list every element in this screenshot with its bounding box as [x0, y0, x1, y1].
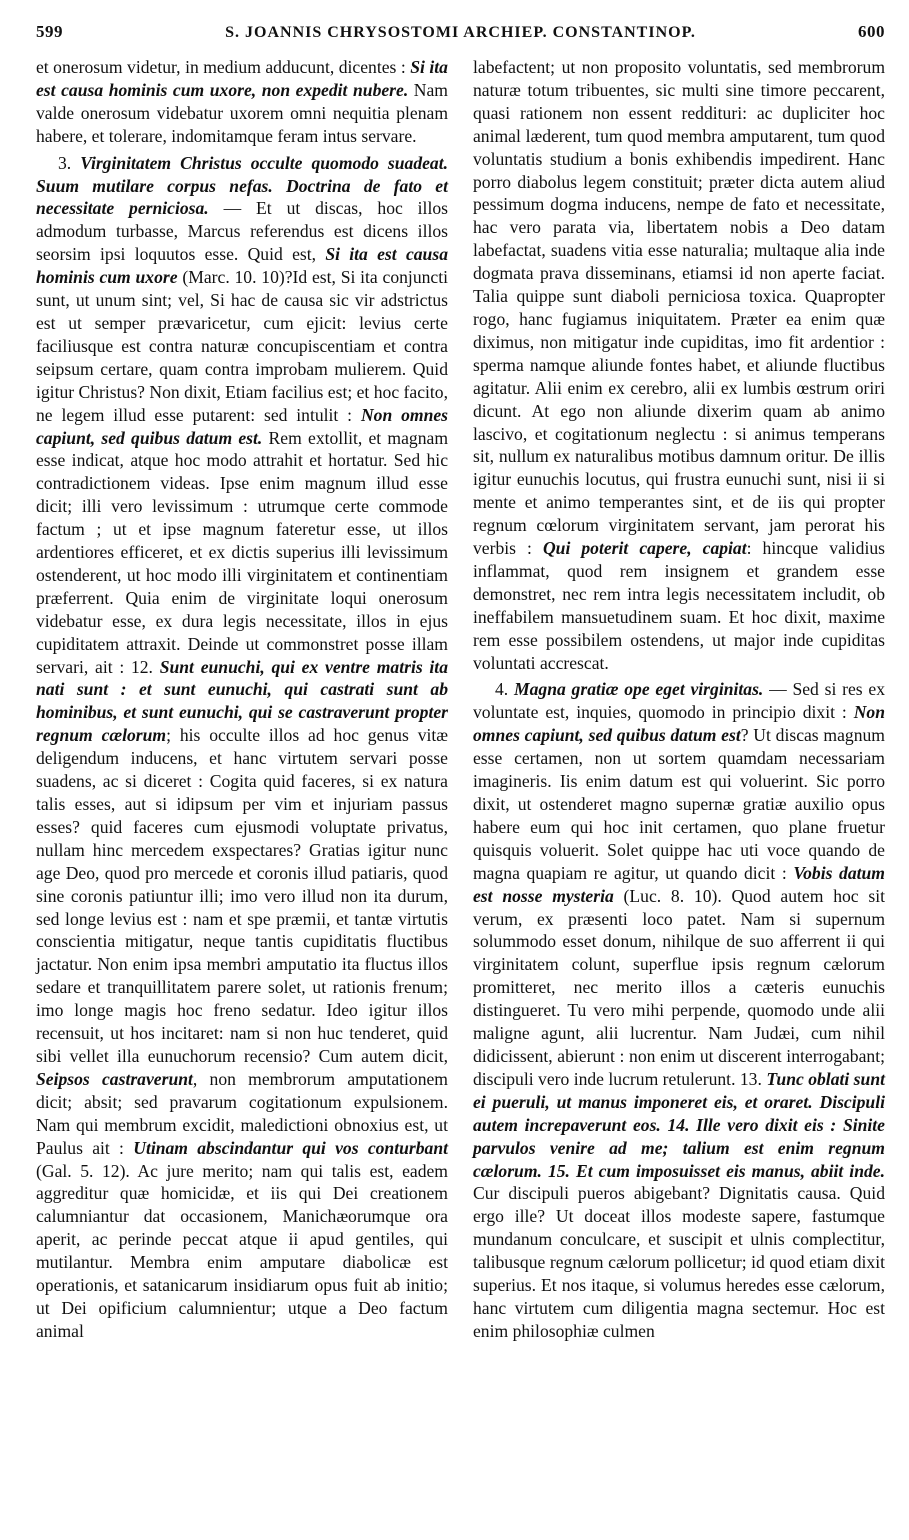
text-run: ; his occulte illos ad hoc genus vitæ deligendum inducens, et hanc virtutem servari posse suadens, ac si diceret : Cogita quid faceres, si ex natura talis esses, aut si idipsum per vim et injuriam passus esses? quid faceres cum ejusmodi voluptate privatus, nullam hinc mercedem exspectares? Gratias igitur nunc age Deo, quod pro mercede et coronis illud patiaris, quod sine coronis patiuntur illi; imo vero illud non ita durum, sed longe levius est : nam et spe præmii, et tantæ virtutis conscientia mitigatur, neque tantis cupiditatis fluctibus jactatur. Non enim ipsa membri amputatio ita fluctus illos sedare et tranquillitatem parere solet, ut rationis frenum; imo longe magis hoc freno sedatur. Ideo igitur illos recensuit, ut hos incitaret: nam si non huc tenderet, quid sibi vellet illa eunuchorum recensio? Cum autem dicit, [36, 725, 448, 1066]
paragraph [36, 56, 448, 148]
italic-run: Sunt eunuchi, qui ex ventre matris ita nati sunt : et sunt eunuchi, qui castrati sunt ab hominibus, et sunt eunuchi, qui se castraverunt propter regnum cælorum [36, 656, 448, 746]
left-column [36, 56, 448, 1343]
text-run: (Gal. 5. 12). Ac jure merito; nam qui talis est, eadem aggreditur quæ homicidæ, et iis qui Dei creationem calumniantur dat occasionem, Manichæorumque ora aperit, ac perinde peccat atque ii apud gentiles, qui mutilantur. Membra enim amputare diabolicæ est operationis, et satanicarum insidiarum opus fuit ab initio; ut Dei opificium calumnientur; utque a Deo factum animal [36, 1160, 448, 1341]
italic-run: Utinam abscindantur qui vos conturbant [133, 1137, 449, 1158]
right-page-number: 600 [857, 22, 885, 41]
right-column [473, 56, 885, 1343]
text-run: Nam valde onerosum videbatur uxorem omni nequitia plenam habere, et tolerare, indomitamque feram intus servare. [36, 79, 448, 146]
text-run: (Marc. 10. 10)?Id est, Si ita conjuncti sunt, ut unum sint; vel, Si hac de causa sic vir adstrictus est ut semper prævaricetur, cum ejicit: levius certe faciliusque est contra naturæ concupiscentiam et contra seipsum certare, quam contra improbam mulierem. Quid igitur Christus? Non dixit, Etiam facilius est; et hoc facito, ne legem illud esse putarent: sed intulit : [36, 267, 448, 425]
running-title: S. JOANNIS CHRYSOSTOMI ARCHIEP. CONSTANTINOP. [225, 24, 696, 41]
paragraph [473, 56, 885, 674]
running-header [36, 22, 885, 52]
text-run: — Et ut discas, hoc illos admodum turbasse, Marcus referendus est dicens illos seorsim ipsi loquutos esse. Quid est, [36, 198, 448, 265]
italic-run: Si ita est causa hominis cum uxore, non expedit nubere. [36, 57, 448, 100]
text-run: , non membrorum amputationem dicit; absit; sed pravarum cogitationum expulsionem. Nam qui membrum excidit, maledictioni obnoxius est, ut Paulus ait : [36, 1068, 448, 1158]
text-run: : hincque validius inflammat, quod rem insignem et grandem esse demonstret, nec rem intra legis necessitatem includit, ob ineffabilem mansuetudinem suam. Et hoc dixit, maxime rem esse possibilem ostendens, ut major inde cupiditas voluntati accrescat. [473, 538, 885, 673]
text-run: ? Ut discas magnum esse certamen, non ut sortem quamdam necessariam imagineris. Iis enim datum est qui voluerint. Sic porro dixit, ut ostenderet magno supernæ gratiæ auxilio opus habere eum qui hoc init certamen, quo plane fruetur quisquis voluerit. Solet quippe hac uti voce quando de magna quapiam re agitur, ut quando dicit : [473, 725, 885, 883]
paragraph [473, 678, 885, 1342]
paragraph [36, 152, 448, 1343]
italic-run: Tunc oblati sunt ei pueruli, ut manus imponeret eis, et oraret. Discipuli autem increpaverunt eos. 14. Ille vero dixit eis : Sinite parvulos venire ad me; talium est enim regnum cælorum. 15. Et cum imposuisset eis manus, abiit inde. [473, 1068, 885, 1181]
text-run: — Sed si res ex voluntate est, inquies, quomodo in principio dixit : [473, 679, 886, 723]
italic-run: Qui poterit capere, capiat [542, 538, 747, 559]
text-run: Rem extollit, et magnam esse indicat, atque hoc modo attrahit et hortatur. Sed hic contradictionem videas. Ipse enim magnum illud esse dicit; illi vero levissimum : utrumque certe commode factum ; ut et ipse magnum fateretur esse, ut illos ardentiores efficeret, et ex dictis superius illi levissimum ostenderent, ut hoc modo illi virginitatem et continentiam præferrent. Quia enim de virginitate loqui onerosum videbatur esse, ex dura legis necessitate, illos in ejus cupiditatem attraxit. Deinde ut commonstret posse illam servari, ait : 12. [36, 427, 448, 677]
text-run: et onerosum videtur, in medium adducunt, dicentes : [36, 57, 411, 77]
left-page-number: 599 [36, 22, 63, 41]
italic-run: Si ita est causa hominis cum uxore [36, 244, 448, 288]
text-run: Cur discipuli pueros abigebant? Dignitatis causa. Quid ergo ille? Ut doceat illos modeste sapere, fastumque mundanum conculcare, et suscipit et ulnis complectitur, talibusque regnum cælorum pollicetur; id quod etiam dixit superius. Et nos itaque, si volumus heredes esse cælorum, hanc virtutem cum diligentia magna sectemur. Hoc est enim philosophiæ culmen [473, 1183, 885, 1341]
italic-run: Virginitatem Christus occulte quomodo suadeat. Suum mutilare corpus nefas. Doctrina de fato et necessitate perniciosa. [36, 152, 449, 219]
text-columns [36, 56, 885, 1343]
text-run: (Luc. 8. 10). Quod autem hoc sit verum, ex præsenti loco patet. Nam si supernum solummodo esset donum, nihilque de suo afferrent ii qui virginitatem colunt, superflue ipsis regnum cælorum promitteret, nec merito illos a cæteris eunuchis distingueret. Tu vero mihi perpende, quomodo unde alii maligne agunt, alii lucrentur. Nam Judæi, cum nihil didicissent, abierunt : non enim ut discerent interrogabant; discipuli vero inde lucrum retulerunt. 13. [473, 885, 885, 1089]
italic-run: Vobis datum est nosse mysteria [473, 862, 885, 906]
text-run: 4. [495, 679, 514, 700]
italic-run: Non omnes capiunt, sed quibus datum est [473, 702, 885, 746]
italic-run: Non omnes capiunt, sed quibus datum est. [36, 404, 449, 448]
text-run: labefactent; ut non proposito voluntatis, sed membrorum naturæ totum tribuentes, sic multi sine timore peccarent, quasi rationem non essent reddituri: ac dupliciter hoc animal læderent, tum quod membra amputarent, tum quod voluntatis studium a bonis exhibendis impedirent. Hanc porro diabolus legem constituit; præter dicta autem aliud pessimum dogma inducens, nempe de fato et necessitate, hac vero parata via, libertatem nobis a Deo datam labefactat, suadens vitia esse naturalia; multaque alia inde dogmata prava disseminans, etiamsi id non aperte faciat. Talia quippe sunt diaboli perniciosa toxica. Quapropter rogo, hanc fugiamus iniquitatem. Præter ea enim quæ diximus, non mitigatur inde cupiditas, imo fit ardentior : sperma namque aliunde fontes habet, et aliunde fluctibus agitatur. Alii enim ex cerebro, alii ex lumbis œstrum oriri dicunt. At ego non aliunde dixerim quam ab animo lascivo, et cogitationum neglectu : si animus temperans sit, nullum ex naturalibus motibus damnum oritur. De illis igitur eunuchis locutus, qui frustra eunuchi sunt, nisi ii si mente et animo temperantes sint, et de iis qui propter regnum cœlorum virginitatem servant, jam perorat his verbis : [473, 57, 885, 559]
italic-run: Magna gratiæ ope eget virginitas. [513, 679, 764, 700]
italic-run: Seipsos castraverunt [36, 1068, 193, 1089]
text-run: 3. [58, 152, 81, 173]
